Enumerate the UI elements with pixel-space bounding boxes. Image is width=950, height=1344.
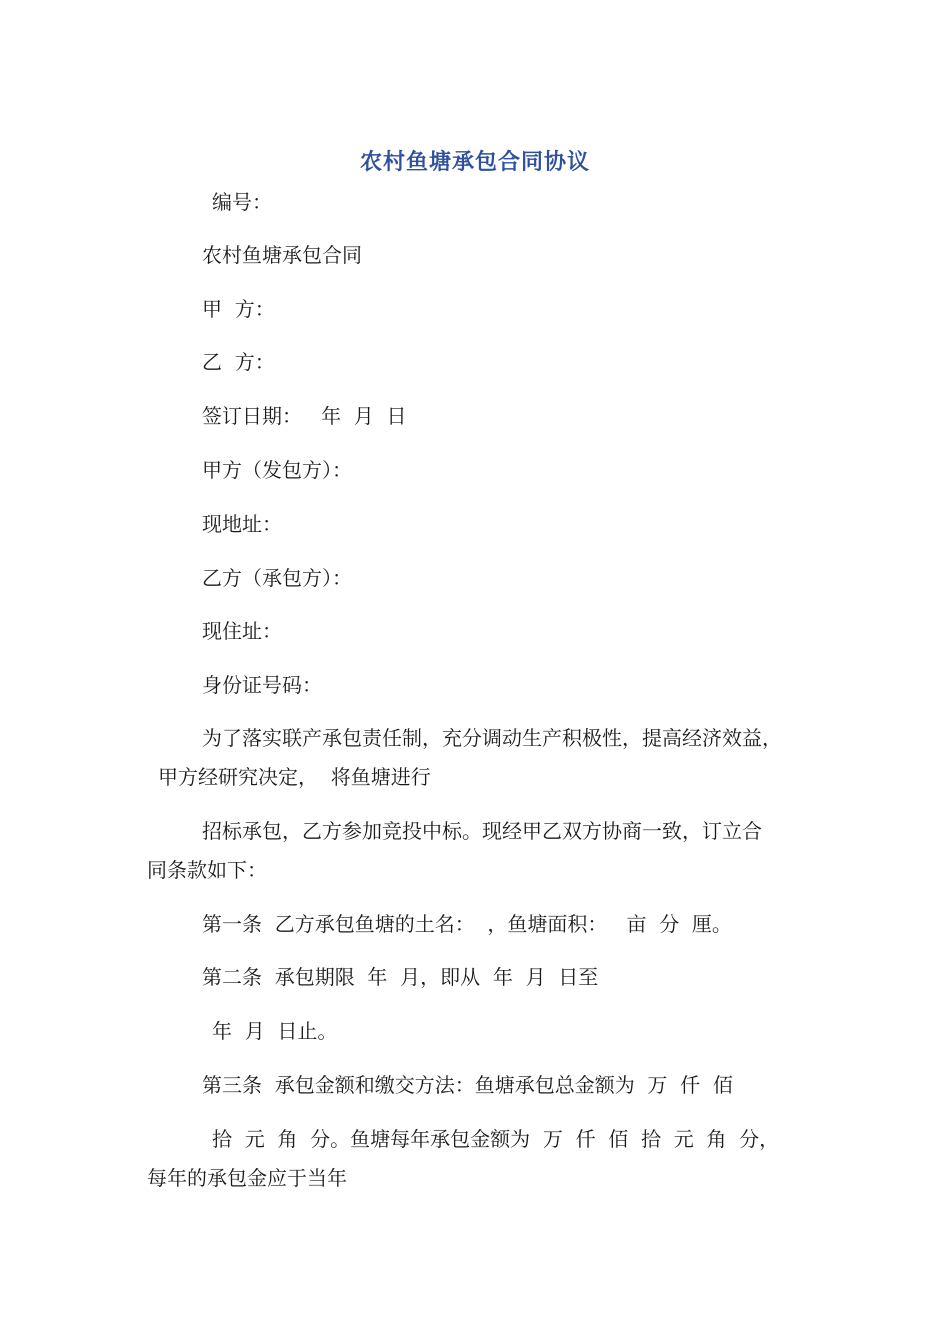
- article-3-line-2: 拾 元 角 分。鱼塘每年承包金额为 万 仟 佰 拾 元 角 分，: [212, 1127, 780, 1151]
- contract-name-line: 农村鱼塘承包合同: [202, 243, 362, 267]
- article-1: 第一条 乙方承包鱼塘的土名： ，鱼塘面积： 亩 分 厘。: [202, 912, 732, 936]
- party-a-label: 甲 方：: [202, 297, 275, 321]
- article-3-line-3: 每年的承包金应于当年: [147, 1166, 347, 1190]
- article-2-line-1: 第二条 承包期限 年 月，即从 年 月 日至: [202, 965, 599, 989]
- document-title: 农村鱼塘承包合同协议: [359, 149, 590, 175]
- serial-number-label: 编号：: [212, 190, 272, 214]
- paragraph-intro-line-2: 甲方经研究决定， 将鱼塘进行: [158, 765, 431, 789]
- id-number-label: 身份证号码：: [202, 673, 322, 697]
- current-address-label: 现地址：: [202, 512, 282, 536]
- paragraph-intro-line-1: 为了落实联产承包责任制，充分调动生产积极性，提高经济效益，: [202, 726, 782, 750]
- paragraph-bidding-line-2: 同条款如下：: [147, 858, 267, 882]
- article-3-line-1: 第三条 承包金额和缴交方法：鱼塘承包总金额为 万 仟 佰: [202, 1073, 733, 1097]
- article-2-line-2: 年 月 日止。: [212, 1019, 338, 1043]
- paragraph-bidding-line-1: 招标承包，乙方参加竞投中标。现经甲乙双方协商一致，订立合: [202, 819, 762, 843]
- party-a-contractor-label: 甲方（发包方）：: [202, 458, 352, 482]
- party-b-contractee-label: 乙方（承包方）：: [202, 566, 352, 590]
- signing-date-line: 签订日期： 年 月 日: [202, 404, 407, 428]
- party-b-label: 乙 方：: [202, 350, 275, 374]
- residence-address-label: 现住址：: [202, 619, 282, 643]
